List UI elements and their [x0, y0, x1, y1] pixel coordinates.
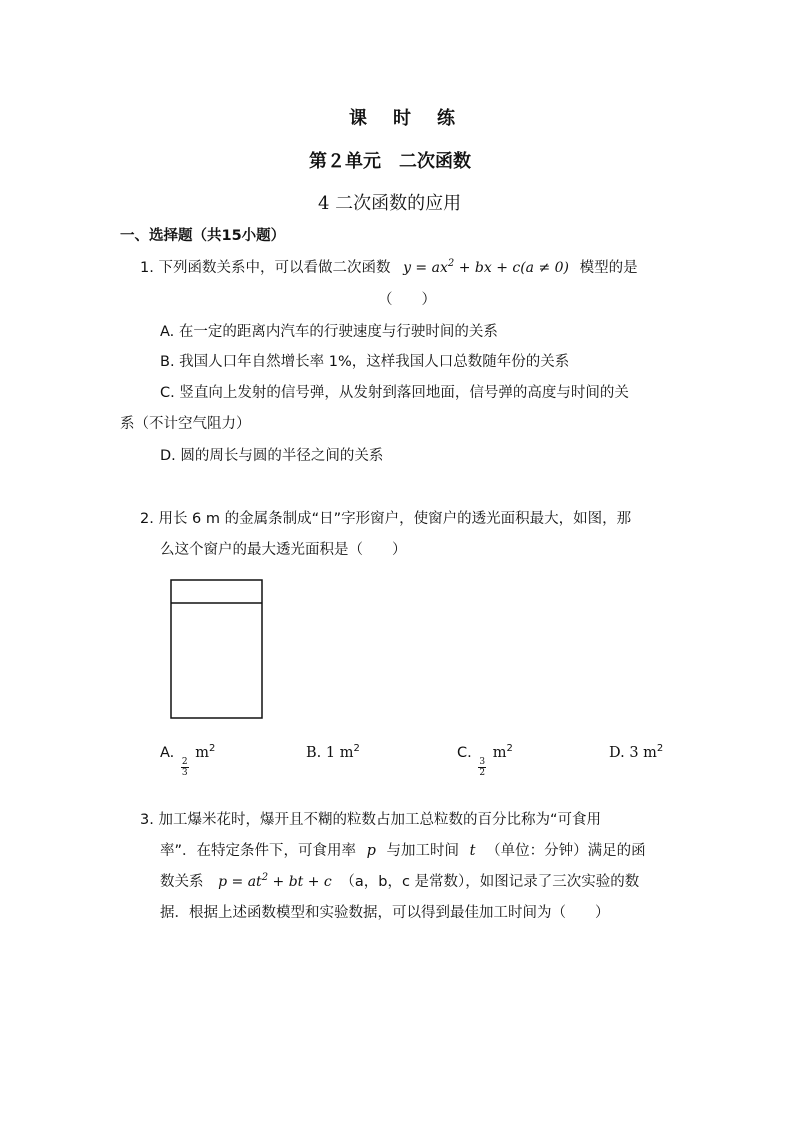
- q3-line2: 率”．在特定条件下，可食用率 p 与加工时间 t （单位：分钟）满足的函: [160, 843, 646, 859]
- q2-option-c-fraction: $\frac{3}{2}$: [479, 757, 486, 778]
- q1-option-d: D. 圆的周长与圆的半径之间的关系: [160, 448, 384, 464]
- q3-formula: $p = at^2$ + bt + c: [218, 872, 332, 890]
- q1-option-c-line2: 系（不计空气阻力）: [120, 416, 251, 432]
- section-heading: 一、选择题（共15小题）: [120, 228, 286, 244]
- q1-option-b: B. 我国人口年自然增长率 1%，这样我国人口总数随年份的关系: [160, 354, 570, 370]
- window-frame: [171, 580, 262, 718]
- lesson-title: 4 二次函数的应用: [318, 193, 462, 214]
- q1-stem: [140, 258, 638, 278]
- q1-number: 1.: [140, 260, 154, 276]
- q1-stem-before: 下列函数关系中，可以看做二次函数: [158, 260, 391, 276]
- q3-line1: 3. 加工爆米花时，爆开且不糊的粒数占加工总粒数的百分比称为“可食用: [140, 812, 601, 828]
- q1-formula: $y = ax^2$ + bx + c(a ≠ 0): [403, 258, 570, 276]
- q1-option-a: A. 在一定的距离内汽车的行驶速度与行驶时间的关系: [160, 324, 498, 340]
- q3-number: 3.: [140, 812, 154, 828]
- q2-option-d: D. 3 $m^2$: [609, 743, 664, 761]
- window-figure: [170, 579, 264, 720]
- unit-title: 第２单元 二次函数: [309, 151, 471, 172]
- q2-line1: 2. 用长 6 m 的金属条制成“日”字形窗户，使窗户的透光面积最大，如图，那: [140, 511, 632, 527]
- q1-stem-after: 模型的是: [579, 260, 638, 276]
- q3-line3: 数关系 $p = at^2$ + bt + c （a，b，c 是常数），如图记录了三次实验的数: [160, 872, 640, 890]
- q2-option-a: A. $\frac{2}{3}$ $m^2$: [160, 743, 216, 778]
- q1-option-c-line1: C. 竖直向上发射的信号弹，从发射到落回地面，信号弹的高度与时间的关: [160, 385, 629, 401]
- q3-line4: 据．根据上述函数模型和实验数据，可以得到最佳加工时间为（ ）: [160, 905, 610, 921]
- q1-blank: （ ）: [378, 292, 436, 308]
- q2-line2: 么这个窗户的最大透光面积是（ ）: [160, 542, 407, 558]
- q2-number: 2.: [140, 511, 154, 527]
- q2-option-b: B. 1 $m^2$: [306, 743, 360, 761]
- q2-option-c: C. $\frac{3}{2}$ $m^2$: [457, 743, 513, 778]
- q2-option-a-fraction: $\frac{2}{3}$: [181, 757, 188, 778]
- doc-title: 课 时 练: [349, 108, 459, 129]
